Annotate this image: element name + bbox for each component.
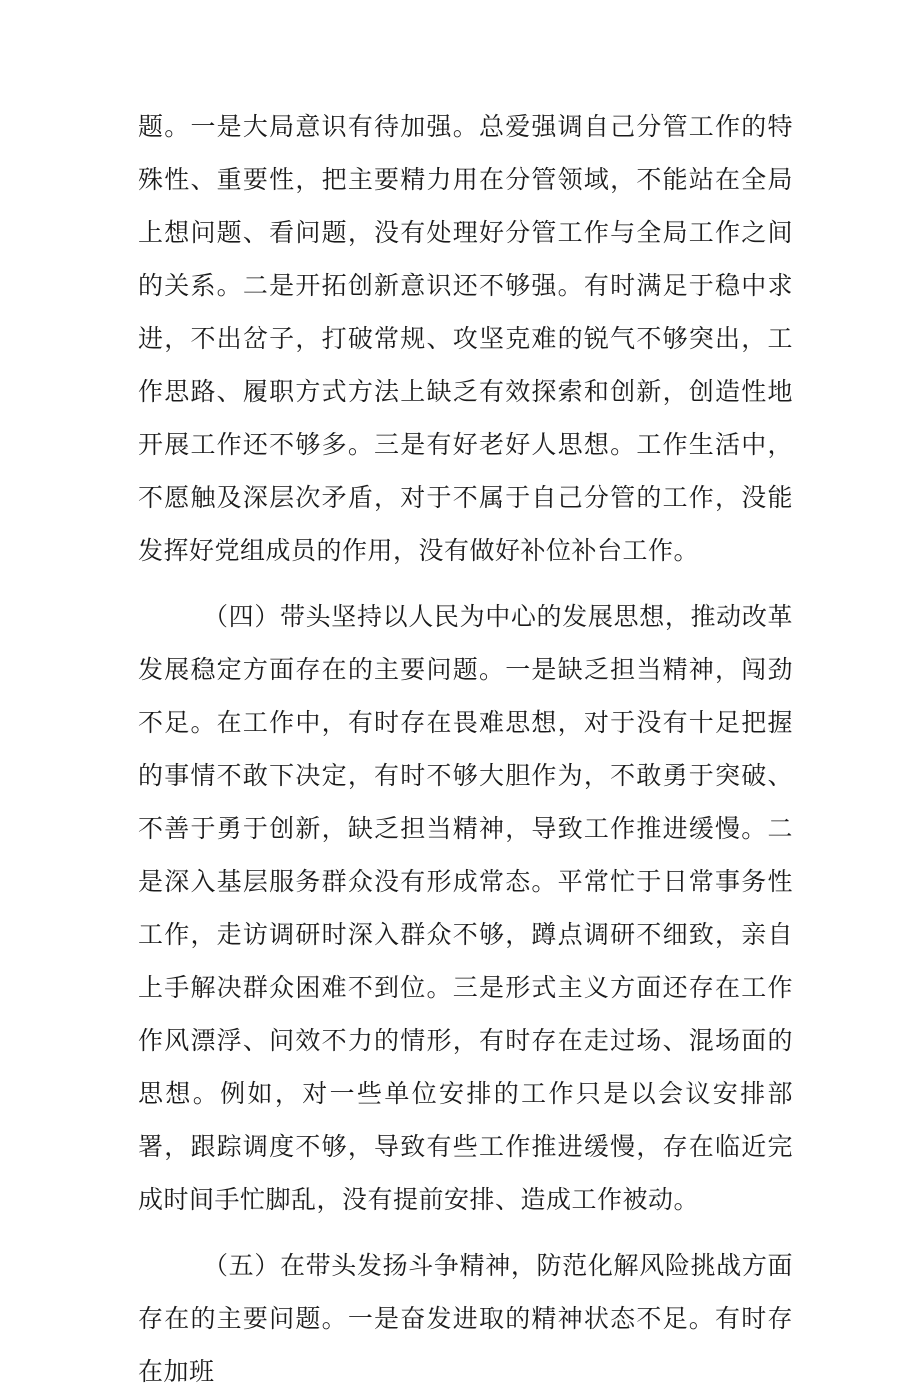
paragraph-continuation: 题。一是大局意识有待加强。总爱强调自己分管工作的特殊性、重要性，把主要精力用在分管领域，不能站在全局上想问题、看问题，没有处理好分管工作与全局工作之间的关系。二是开拓创新意识还不够强。有时满足于稳中求进，不出岔子，打破常规、攻坚克难的锐气不够突出，工作思路、履职方式方法上缺乏有效探索和创新，创造性地开展工作还不够多。三是有好老好人思想。工作生活中，不愿触及深层次矛盾，对于不属于自己分管的工作，没能发挥好党组成员的作用，没有做好补位补台工作。	[138, 112, 793, 565]
paragraph-section-five: （五）在带头发扬斗争精神，防范化解风险挑战方面存在的主要问题。一是奋发进取的精神状态不足。有时存在加班	[138, 1251, 793, 1386]
paragraph-section-four: （四）带头坚持以人民为中心的发展思想，推动改革发展稳定方面存在的主要问题。一是缺乏担当精神，闯劲不足。在工作中，有时存在畏难思想，对于没有十足把握的事情不敢下决定，有时不够大胆作为，不敢勇于突破、不善于勇于创新，缺乏担当精神，导致工作推进缓慢。二是深入基层服务群众没有形成常态。平常忙于日常事务性工作，走访调研时深入群众不够，蹲点调研不细致，亲自上手解决群众困难不到位。三是形式主义方面还存在工作作风漂浮、问效不力的情形，有时存在走过场、混场面的思想。例如，对一些单位安排的工作只是以会议安排部署，跟踪调度不够，导致有些工作推进缓慢，存在临近完成时间手忙脚乱，没有提前安排、造成工作被动。	[138, 602, 793, 1214]
document-body	[138, 100, 793, 1398]
